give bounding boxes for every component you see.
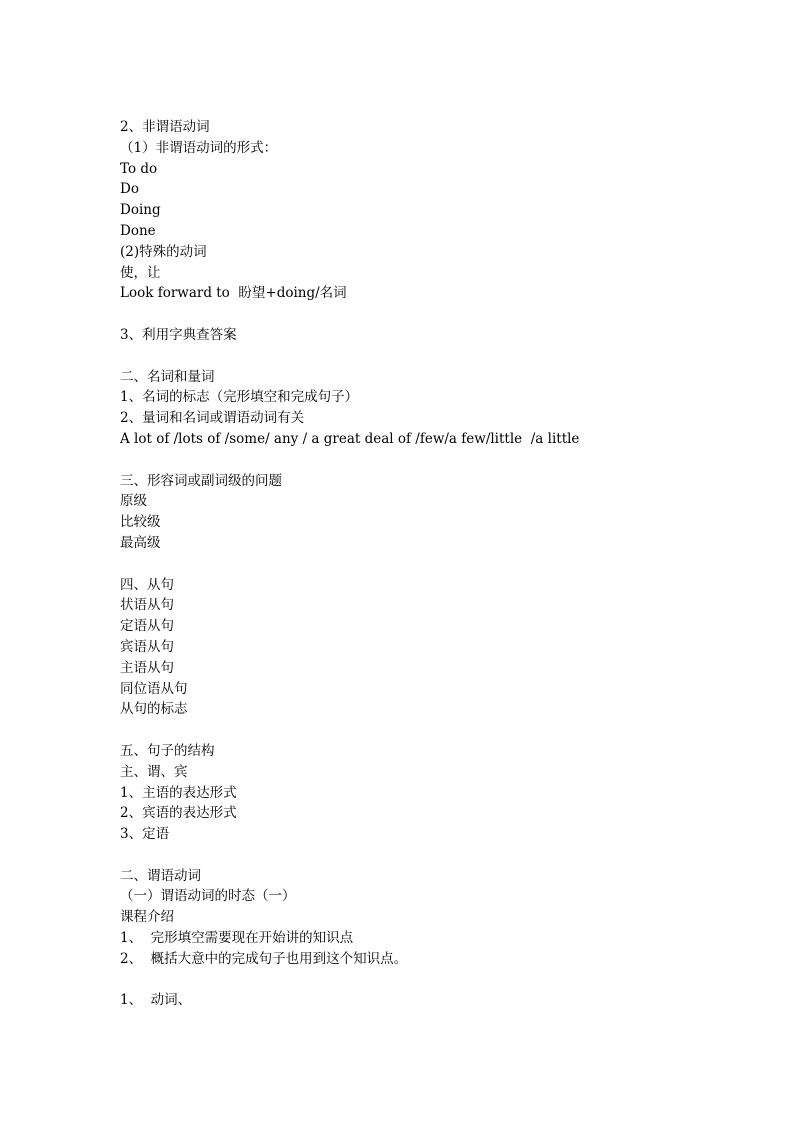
blank-line: [120, 720, 720, 741]
section-heading: 五、句子的结构: [120, 742, 215, 759]
list-item: 2、宾语的表达形式: [120, 805, 237, 822]
blank-line: [120, 554, 720, 575]
text-line: 课程介绍: [120, 909, 174, 926]
blank-line: [120, 346, 720, 367]
section-heading: 2、非谓语动词: [120, 119, 210, 135]
text-line: Do: [120, 181, 139, 198]
list-item: 1、主语的表达形式: [120, 784, 237, 801]
subheading: （1）非谓语动词的形式：: [120, 139, 278, 156]
section-heading: 二、名词和量词: [120, 368, 215, 385]
text-line: 使，让: [120, 264, 161, 281]
text-line: Look forward to 盼望+doing/名词: [120, 285, 347, 302]
list-item: 3、定语: [120, 826, 170, 843]
section-heading: 四、从句: [120, 576, 174, 593]
list-item: 从句的标志: [120, 701, 188, 718]
blank-line: [120, 970, 720, 991]
blank-line: [120, 450, 720, 471]
text-line: To do: [120, 160, 158, 177]
list-item: 2、 概括大意中的完成句子也用到这个知识点。: [120, 950, 408, 967]
section-heading: 三、形容词或副词级的问题: [120, 472, 282, 489]
blank-line: [120, 845, 720, 866]
list-item: 定语从句: [120, 618, 174, 635]
list-item: 最高级: [120, 534, 161, 551]
list-item: 同位语从句: [120, 680, 188, 697]
text-line: A lot of /lots of /some/ any / a great deal of /few/a few/little /a little: [120, 430, 580, 447]
list-item: 宾语从句: [120, 638, 174, 655]
subheading: （一）谓语动词的时态（一）: [120, 888, 296, 905]
list-item: 1、 动词、: [120, 992, 192, 1009]
section-heading: 3、利用字典查答案: [120, 326, 237, 343]
list-item: 比较级: [120, 514, 161, 531]
list-item: 状语从句: [120, 597, 174, 614]
text-line: 主、谓、宾: [120, 763, 188, 780]
list-item: 原级: [120, 493, 147, 510]
list-item: 2、量词和名词或谓语动词有关: [120, 410, 305, 427]
list-item: 主语从句: [120, 659, 174, 676]
text-line: Done: [120, 222, 156, 239]
subheading: (2)特殊的动词: [120, 243, 207, 260]
text-line: Doing: [120, 202, 161, 219]
list-item: 1、 完形填空需要现在开始讲的知识点: [120, 930, 354, 947]
list-item: 1、名词的标志（完形填空和完成句子）: [120, 389, 359, 406]
section-heading: 二、谓语动词: [120, 867, 201, 884]
document-body: [120, 117, 720, 1011]
blank-line: [120, 304, 720, 325]
